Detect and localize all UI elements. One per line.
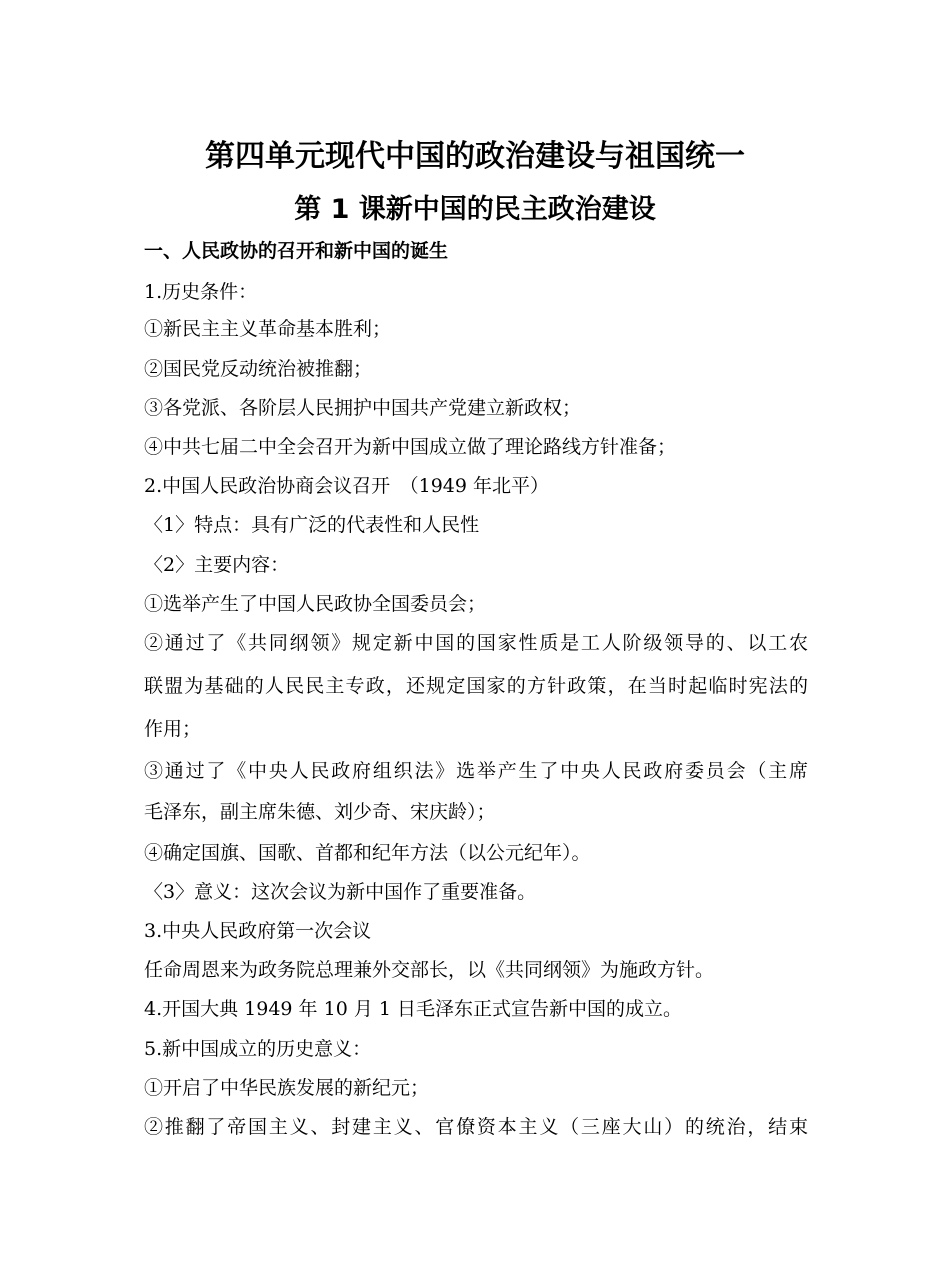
paragraph-line: 3.中央人民政府第一次会议 [144, 920, 372, 942]
paragraph-line: 5.新中国成立的历史意义： [144, 1038, 372, 1060]
paragraph-line: 〈3〉意义：这次会议为新中国作了重要准备。 [144, 881, 537, 903]
paragraph-line: 4.开国大典 1949 年 10 月 1 日毛泽东正式宣告新中国的成立。 [144, 998, 682, 1020]
paragraph-line: 任命周恩来为政务院总理兼外交部长，以《共同纲领》为施政方针。 [144, 959, 715, 981]
paragraph-line: 〈2〉主要内容： [144, 554, 290, 576]
paragraph-line: ①新民主主义革命基本胜利； [144, 318, 392, 340]
paragraph-line: ①开启了中华民族发展的新纪元； [144, 1077, 430, 1099]
paragraph-line: ①选举产生了中国人民政协全国委员会； [144, 593, 487, 615]
paragraph-line: 联盟为基础的人民民主专政，还规定国家的方针政策，在当时起临时宪法的 [144, 675, 808, 697]
lesson-title: 第 1 课新中国的民主政治建设 [294, 194, 656, 225]
paragraph-line: ②推翻了帝国主义、封建主义、官僚资本主义（三座大山）的统治，结束 [144, 1116, 808, 1138]
paragraph-line: 毛泽东，副主席朱德、刘少奇、宋庆龄）； [144, 801, 496, 823]
paragraph-line: ③通过了《中央人民政府组织法》选举产生了中央人民政府委员会（主席 [144, 760, 808, 782]
paragraph-line: 作用； [144, 718, 202, 740]
paragraph-line: ②通过了《共同纲领》规定新中国的国家性质是工人阶级领导的、以工农 [144, 632, 808, 654]
paragraph-line: ②国民党反动统治被推翻； [144, 358, 373, 380]
section-heading: 一、人民政协的召开和新中国的诞生 [144, 240, 449, 262]
paragraph-line: ④中共七届二中全会召开为新中国成立做了理论路线方针准备； [144, 436, 677, 458]
paragraph-line: ③各党派、各阶层人民拥护中国共产党建立新政权； [144, 397, 582, 419]
paragraph-line: 1.历史条件： [144, 281, 258, 303]
paragraph-line: 〈1〉特点：具有广泛的代表性和人民性 [144, 514, 480, 536]
paragraph-line: 2.中国人民政治协商会议召开 （1949 年北平） [144, 475, 550, 497]
unit-title: 第四单元现代中国的政治建设与祖国统一 [205, 139, 745, 174]
paragraph-line: ④确定国旗、国歌、首都和纪年方法（以公元纪年）。 [144, 842, 591, 864]
